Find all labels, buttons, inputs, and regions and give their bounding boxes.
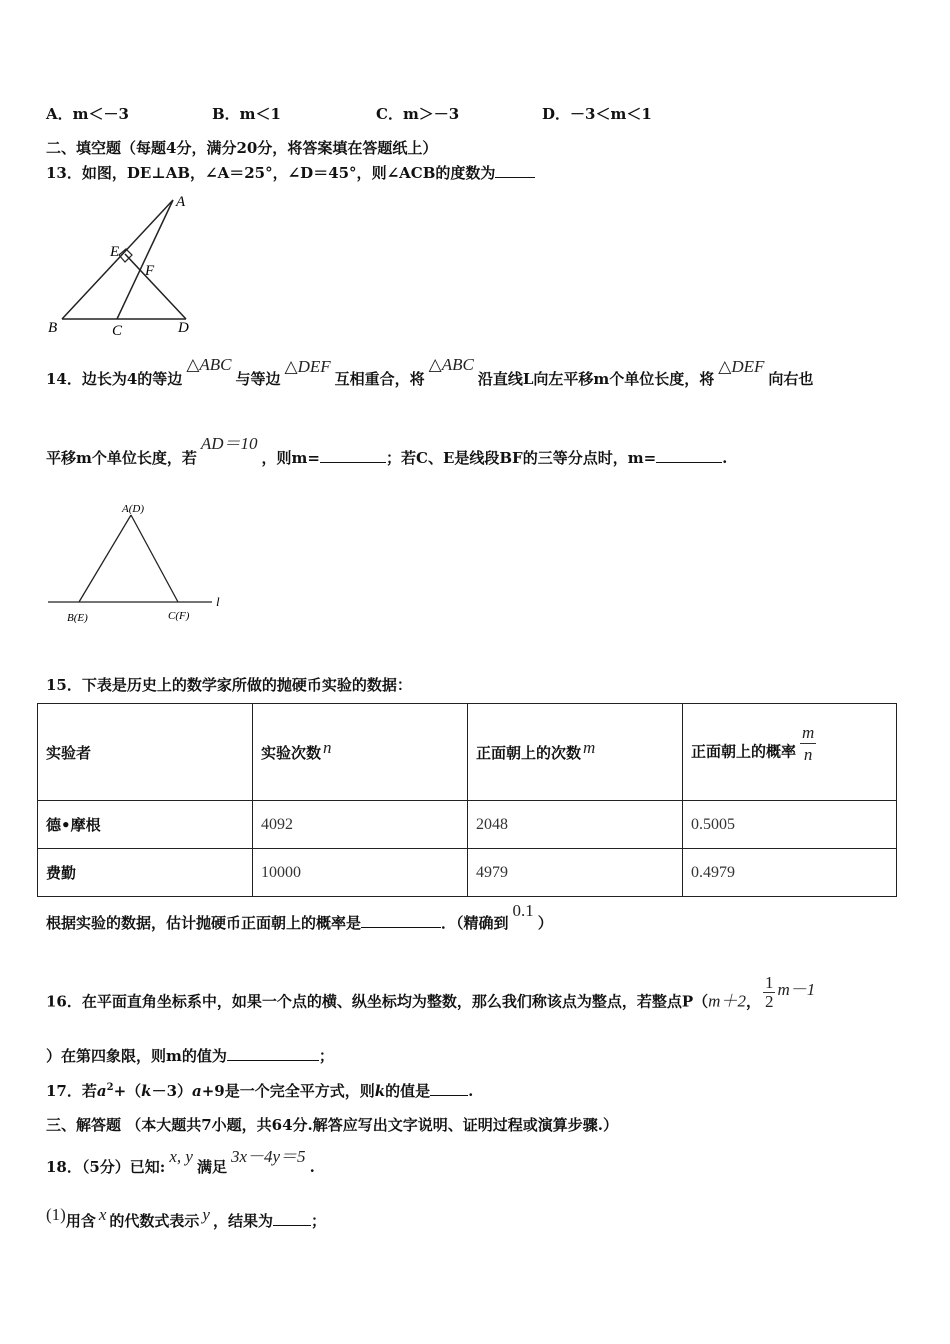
answer-blank [361, 913, 441, 928]
label-d: D [178, 320, 189, 336]
cell-heads: 4979 [468, 849, 683, 897]
label-c: C [112, 323, 123, 339]
q14-text-7: ，则m= [261, 449, 320, 467]
answer-blank [273, 1211, 311, 1226]
q16-expr2: m－1 [777, 979, 816, 999]
section-3-header: 三、解答题 （本大题共7小题，共64分.解答应写出文字说明、证明过程或演算步骤.） [46, 1116, 618, 1134]
label-a-d: A(D) [122, 503, 144, 515]
question-15-after [46, 901, 553, 933]
q16-line2-text: ）在第四象限，则m的值为 [46, 1047, 227, 1065]
q17-text-1: 17．若 [46, 1082, 97, 1100]
q17-text-5: 的值是 [385, 1082, 431, 1100]
q18-sub-text-4: ； [310, 1212, 326, 1230]
cell-probability: 0.4979 [683, 849, 897, 897]
question-16-line1 [46, 973, 816, 1021]
header-probability-label: 正面朝上的概率 [691, 742, 797, 760]
q17-var-k: k [141, 1082, 152, 1100]
q14-text-9: . [722, 449, 728, 467]
header-heads-label: 正面朝上的次数 [476, 743, 582, 762]
question-17 [46, 1080, 473, 1101]
cell-name: 费勤 [38, 849, 253, 897]
answer-blank [320, 448, 386, 463]
q16-fraction [763, 974, 776, 1011]
q14-text-6: 平移m个单位长度，若 [46, 449, 197, 467]
question-14-line1 [46, 355, 814, 389]
question-15: 15．下表是历史上的数学家所做的抛硬币实验的数据： [46, 676, 412, 694]
var-m: m [583, 737, 596, 757]
q14-text-8: ；若C、E是线段BF的三等分点时，m= [386, 449, 657, 467]
q16-frac-num: 1 [764, 973, 774, 992]
q18-equation: 3x－4y＝5 [230, 1147, 306, 1166]
q16-comma: ， [745, 992, 761, 1011]
q14-text-1: 14．边长为4的等边 [46, 370, 183, 388]
triangle-abc-1: △ABC [186, 355, 232, 374]
label-b: B [48, 320, 58, 336]
q18-sub-number: (1) [46, 1205, 66, 1224]
q15-after-text-2: ．（精确到 [441, 914, 509, 932]
label-l: l [216, 594, 220, 609]
q14-text-5: 向右也 [768, 370, 814, 388]
fraction-numerator: m [802, 722, 815, 742]
q14-figure [44, 498, 234, 630]
triangle-def-1: △DEF [284, 357, 331, 376]
q17-var-a-2: a [192, 1082, 202, 1100]
header-trials-label: 实验次数 [261, 743, 322, 762]
q17-text-4: +9是一个完全平方式，则 [201, 1082, 375, 1100]
q18-vars: x, y [169, 1147, 193, 1166]
q18-text-2: 满足 [196, 1158, 227, 1176]
header-trials [253, 704, 468, 801]
q16-line2-end: ； [318, 1047, 334, 1065]
q18-text-1: 18．（5分）已知: [46, 1158, 166, 1176]
fraction-denominator: n [803, 744, 813, 764]
cell-probability: 0.5005 [683, 801, 897, 849]
header-probability [683, 704, 897, 801]
section-2-header: 二、填空题（每题4分，满分20分，将答案填在答题纸上） [46, 139, 438, 157]
question-18-part1 [46, 1205, 326, 1231]
answer-blank [430, 1081, 468, 1096]
q17-text-6: . [468, 1082, 474, 1100]
equation-ad: AD＝10 [200, 434, 258, 453]
q15-after-text-3: ） [537, 914, 553, 932]
header-heads [468, 704, 683, 801]
side-left [79, 515, 131, 602]
triangle-abc-2: △ABC [428, 355, 474, 374]
q18-sub-text-3: ，结果为 [212, 1212, 273, 1230]
cell-trials: 10000 [253, 849, 468, 897]
q18-sub-var-y: y [202, 1205, 210, 1224]
table-header-row [38, 704, 897, 801]
var-n: n [323, 737, 332, 757]
q15-after-text-1: 根据实验的数据，估计抛硬币正面朝上的概率是 [46, 914, 362, 932]
option-b: B．m＜1 [212, 105, 281, 123]
question-16-line2 [46, 1045, 334, 1066]
label-f: F [145, 263, 155, 279]
option-a: A．m＜－3 [46, 105, 129, 123]
header-experimenter: 实验者 [38, 704, 253, 801]
q18-text-3: . [309, 1158, 315, 1176]
question-18 [46, 1147, 315, 1177]
coin-toss-table [37, 703, 897, 897]
side-right [131, 515, 178, 602]
q17-text-3: －3） [151, 1082, 192, 1100]
question-14-line2 [46, 434, 728, 468]
table-row [38, 849, 897, 897]
q16-frac-den: 2 [764, 992, 774, 1011]
q14-text-3: 互相重合，将 [334, 370, 425, 388]
answer-blank [495, 163, 535, 178]
cell-trials: 4092 [253, 801, 468, 849]
segment-ed [125, 254, 186, 319]
q17-text-2: +（ [113, 1082, 142, 1100]
triangle-def-2: △DEF [718, 357, 765, 376]
fraction-m-n [800, 723, 816, 766]
q16-expr1: m＋2 [708, 991, 746, 1011]
label-e: E [110, 244, 120, 260]
q14-text-4: 沿直线L向左平移m个单位长度，将 [477, 370, 715, 388]
cell-heads: 2048 [468, 801, 683, 849]
q16-text: 16．在平面直角坐标系中，如果一个点的横、纵坐标均为整数，那么我们称该点为整点，若整点P（ [46, 992, 709, 1011]
question-13-text: 13．如图，DE⊥AB，∠A＝25°，∠D＝45°，则∠ACB的度数为 [46, 164, 496, 182]
label-a: A [176, 194, 186, 210]
question-13 [46, 162, 535, 183]
answer-blank [227, 1046, 319, 1061]
cell-name: 德•摩根 [38, 801, 253, 849]
option-d: D．－3＜m＜1 [542, 105, 652, 123]
segment-ca [117, 200, 173, 319]
q14-text-2: 与等边 [235, 370, 281, 388]
q17-var-a: a [96, 1082, 107, 1100]
precision-value: 0.1 [512, 901, 534, 920]
q17-var-k-2: k [374, 1082, 386, 1100]
q18-sub-var-x: x [98, 1205, 107, 1224]
q18-sub-text-1: 用含 [65, 1212, 96, 1230]
answer-blank [656, 448, 722, 463]
option-c: C．m＞－3 [376, 105, 460, 123]
q18-sub-text-2: 的代数式表示 [109, 1212, 200, 1230]
q13-figure [40, 192, 200, 342]
label-c-f: C(F) [168, 610, 190, 622]
q17-superscript: 2 [106, 1082, 114, 1093]
label-b-e: B(E) [67, 612, 88, 624]
table-row [38, 801, 897, 849]
